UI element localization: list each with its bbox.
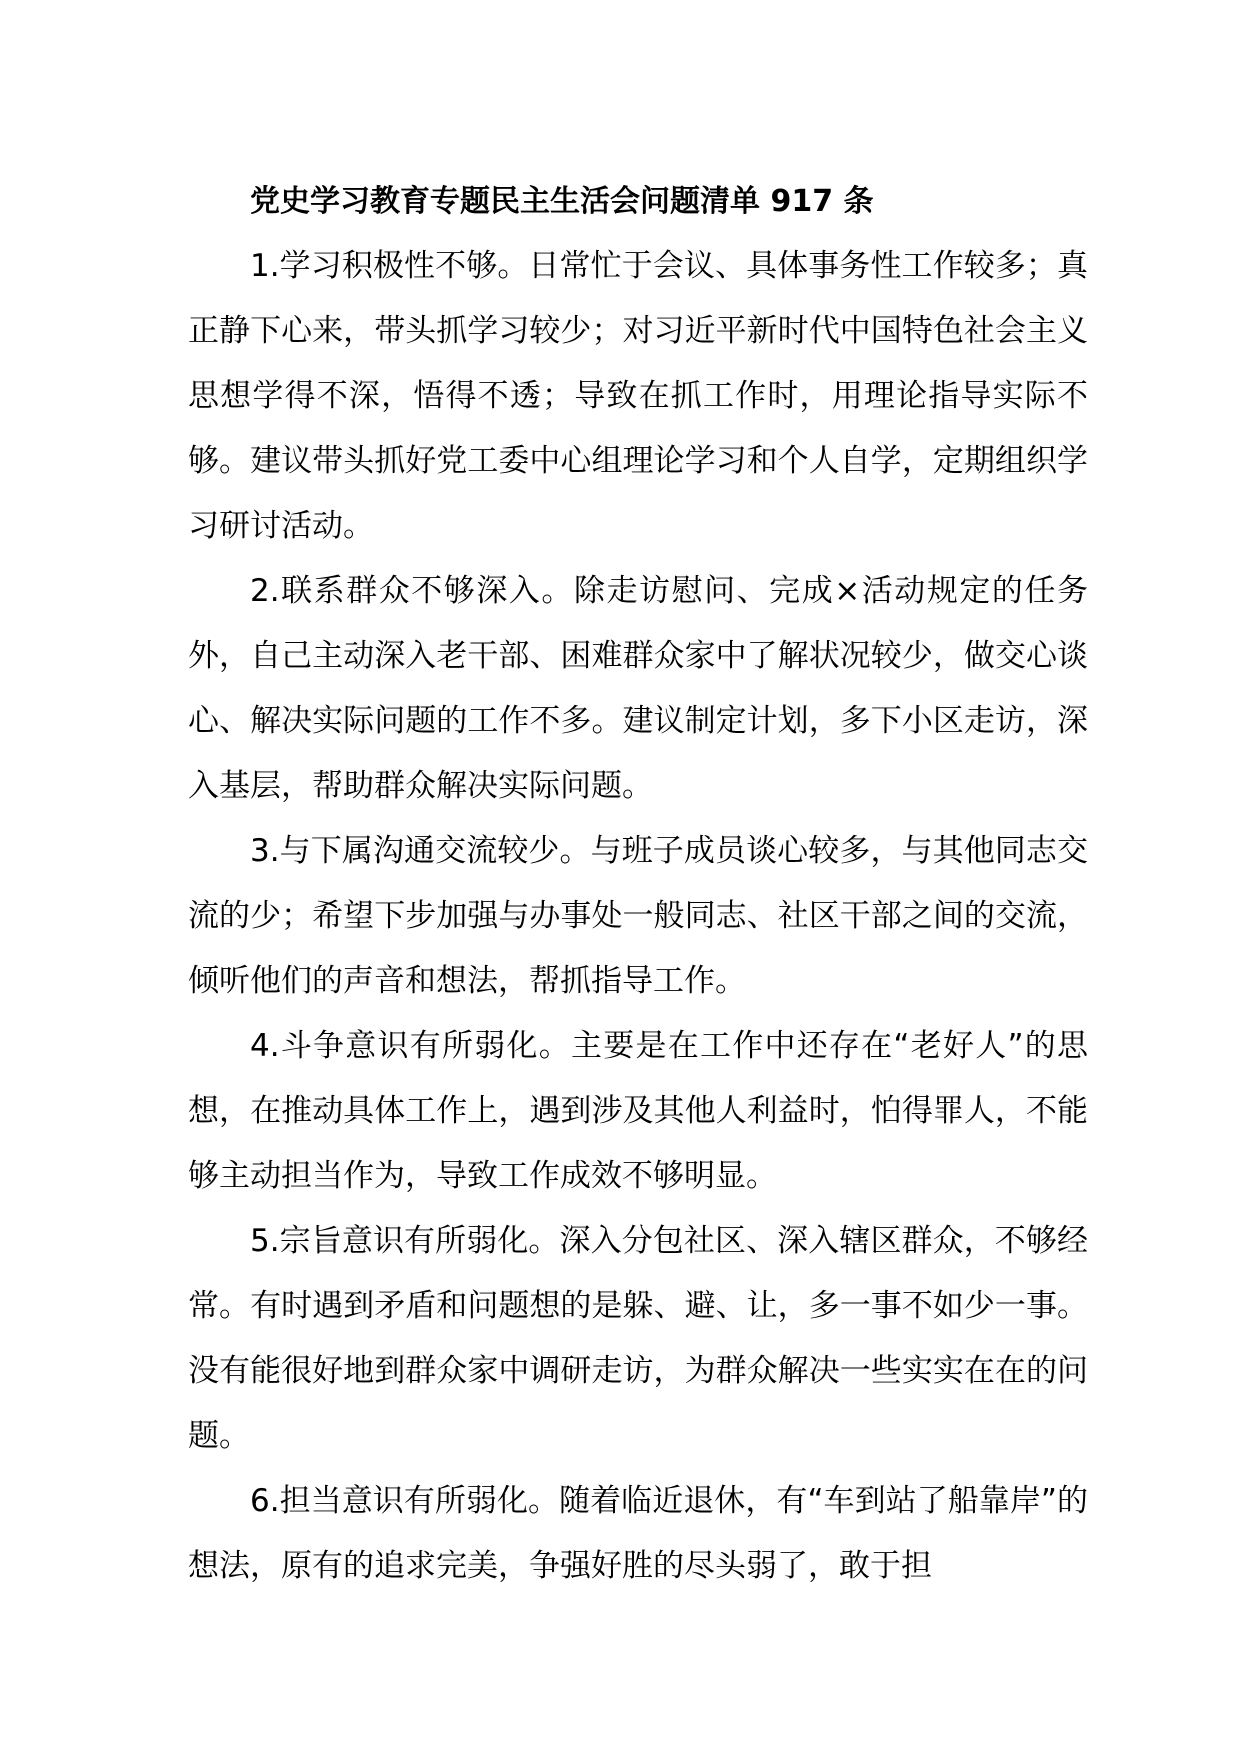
paragraph-1: 1.学习积极性不够。日常忙于会议、具体事务性工作较多；真正静下心来，带头抓学习较少；对习近平新时代中国特色社会主义思想学得不深，悟得不透；导致在抓工作时，用理论指导实际不够。建议带头抓好党工委中心组理论学习和个人自学，定期组织学习研讨活动。 xyxy=(188,248,1088,544)
paragraph-4: 4.斗争意识有所弱化。主要是在工作中还存在“老好人”的思想，在推动具体工作上，遇到涉及其他人利益时，怕得罪人，不能够主动担当作为，导致工作成效不够明显。 xyxy=(188,1028,1088,1194)
paragraph-3: 3.与下属沟通交流较少。与班子成员谈心较多，与其他同志交流的少；希望下步加强与办事处一般同志、社区干部之间的交流，倾听他们的声音和想法，帮抓指导工作。 xyxy=(188,833,1088,999)
paragraph-5: 5.宗旨意识有所弱化。深入分包社区、深入辖区群众，不够经常。有时遇到矛盾和问题想的是躲、避、让，多一事不如少一事。没有能很好地到群众家中调研走访，为群众解决一些实实在在的问题。 xyxy=(188,1223,1088,1454)
document-title: 党史学习教育专题民主生活会问题清单 917 条 xyxy=(250,184,874,219)
document-body xyxy=(188,170,1088,1599)
paragraph-6: 6.担当意识有所弱化。随着临近退休，有“车到站了船靠岸”的想法，原有的追求完美，争强好胜的尽头弱了，敢于担 xyxy=(188,1483,1088,1584)
paragraph-2: 2.联系群众不够深入。除走访慰问、完成×活动规定的任务外，自己主动深入老干部、困难群众家中了解状况较少，做交心谈心、解决实际问题的工作不多。建议制定计划，多下小区走访，深入基层，帮助群众解决实际问题。 xyxy=(188,573,1088,804)
